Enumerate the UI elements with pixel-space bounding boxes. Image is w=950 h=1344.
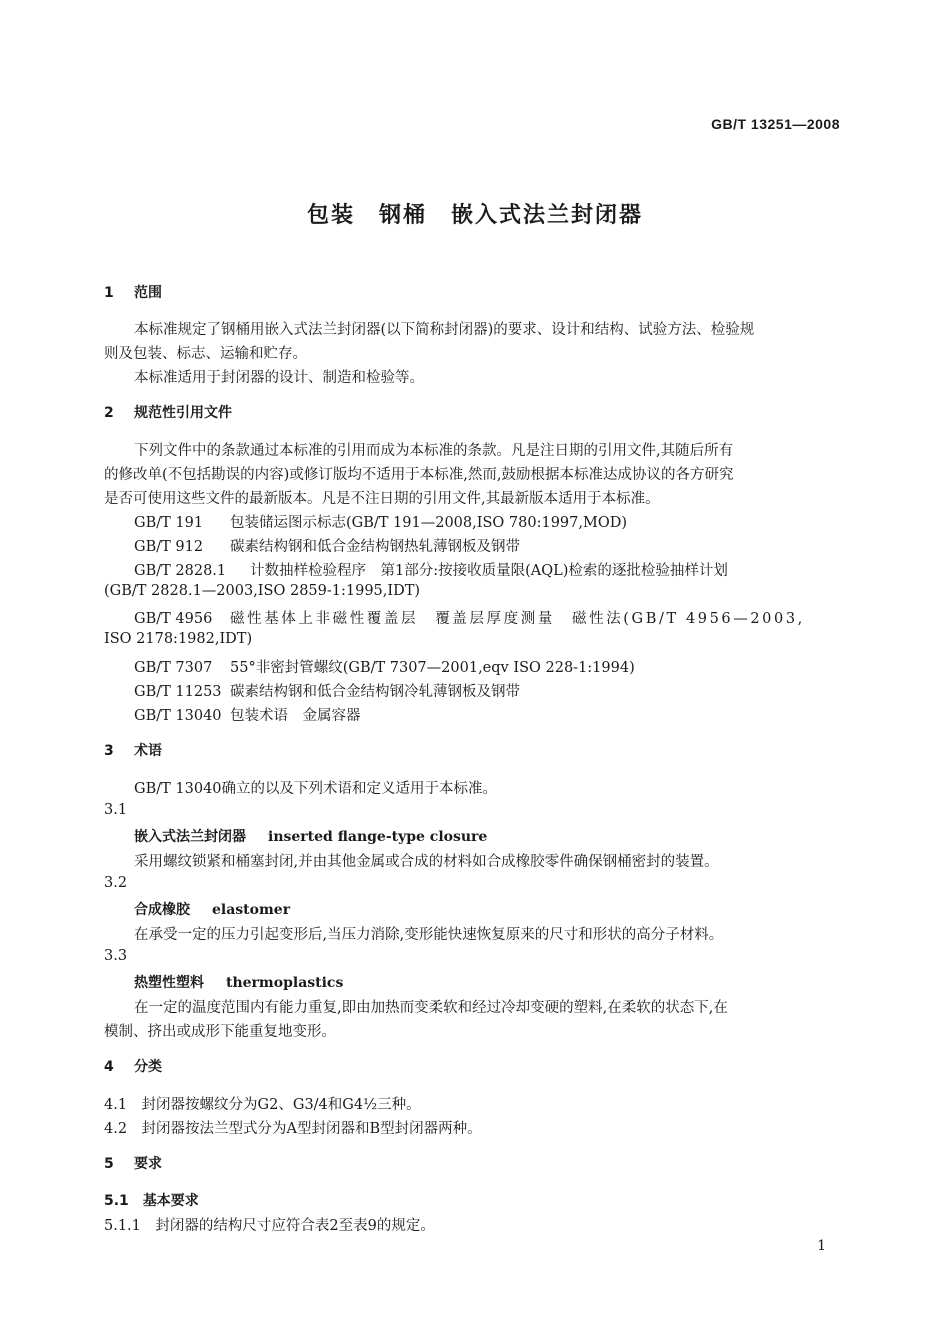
term-chinese: 热塑性塑料 <box>134 975 204 991</box>
reference-title: 碳素结构钢和低合金结构钢热轧薄钢板及钢带 <box>230 539 520 555</box>
term-definition: 在一定的温度范围内有能力重复,即由加热而变柔软和经过冷却变硬的塑料,在柔软的状态下,在 <box>134 1000 728 1016</box>
term-number: 3.1 <box>104 802 128 818</box>
paragraph-line: 本标准规定了钢桶用嵌入式法兰封闭器(以下简称封闭器)的要求、设计和结构、试验方法、检验规 <box>134 322 755 338</box>
term-definition: 模制、挤出或成形下能重复地变形。 <box>104 1024 336 1040</box>
term-english: elastomer <box>212 902 291 918</box>
document-title: 包装 钢桶 嵌入式法兰封闭器 <box>306 203 643 228</box>
paragraph-line: GB/T 13040确立的以及下列术语和定义适用于本标准。 <box>134 781 498 797</box>
clause: 5.1.1 封闭器的结构尺寸应符合表2至表9的规定。 <box>104 1218 435 1234</box>
reference-title: 碳素结构钢和低合金结构钢冷轧薄钢板及钢带 <box>230 684 520 700</box>
section-number: 2 <box>104 405 114 421</box>
reference-code: GB/T 7307 <box>134 660 213 676</box>
term-definition: 采用螺纹锁紧和桶塞封闭,并由其他金属或合成的材料如合成橡胶零件确保钢桶密封的装置。 <box>134 854 719 870</box>
reference-code: GB/T 912 <box>134 539 204 555</box>
reference-code: GB/T 13040 <box>134 708 222 724</box>
reference-item <box>134 535 520 556</box>
term-chinese: 嵌入式法兰封闭器 <box>134 829 246 845</box>
reference-title: 包装术语 金属容器 <box>230 708 361 724</box>
section-4-heading <box>104 1056 162 1076</box>
page-number: 1 <box>817 1238 826 1254</box>
clause: 4.2 封闭器按法兰型式分为A型封闭器和B型封闭器两种。 <box>104 1121 482 1137</box>
reference-continuation: (GB/T 2828.1—2003,ISO 2859-1:1995,IDT) <box>104 583 421 599</box>
subsection-heading: 5.1 基本要求 <box>104 1193 199 1209</box>
clause: 4.1 封闭器按螺纹分为G2、G3/4和G4½三种。 <box>104 1097 421 1113</box>
section-title: 术语 <box>134 743 162 759</box>
section-2-heading <box>104 402 232 422</box>
reference-item <box>134 559 728 580</box>
term-english: thermoplastics <box>226 975 344 991</box>
reference-code: GB/T 2828.1 <box>134 563 227 579</box>
section-1-heading <box>104 282 162 302</box>
paragraph-line: 是否可使用这些文件的最新版本。凡是不注日期的引用文件,其最新版本适用于本标准。 <box>104 491 660 507</box>
section-3-heading <box>104 740 162 760</box>
term-number: 3.3 <box>104 948 128 964</box>
paragraph-line: 的修改单(不包括勘误的内容)或修订版均不适用于本标准,然而,鼓励根据本标准达成协议的各方研究 <box>104 467 734 483</box>
standard-number: GB/T 13251—2008 <box>711 116 840 132</box>
term-definition: 在承受一定的压力引起变形后,当压力消除,变形能快速恢复原来的尺寸和形状的高分子材料。 <box>134 927 724 943</box>
section-title: 分类 <box>134 1059 162 1075</box>
term-heading <box>134 826 487 846</box>
section-title: 要求 <box>134 1156 162 1172</box>
reference-title: 包装储运图示标志(GB/T 191—2008,ISO 780:1997,MOD) <box>230 515 627 531</box>
reference-title: 磁性基体上非磁性覆盖层 覆盖层厚度测量 磁性法(GB/T 4956—2003, <box>230 611 805 627</box>
section-number: 4 <box>104 1059 114 1075</box>
term-heading <box>134 899 290 919</box>
reference-title: 55°非密封管螺纹(GB/T 7307—2001,eqv ISO 228-1:1994) <box>230 660 635 676</box>
reference-item <box>134 511 627 532</box>
term-number: 3.2 <box>104 875 128 891</box>
reference-title: 计数抽样检验程序 第1部分:按接收质量限(AQL)检索的逐批检验抽样计划 <box>250 563 728 579</box>
section-number: 5 <box>104 1156 114 1172</box>
term-heading <box>134 972 343 992</box>
reference-code: GB/T 4956 <box>134 611 213 627</box>
section-5-heading <box>104 1153 162 1173</box>
reference-item <box>134 656 635 677</box>
term-english: inserted flange-type closure <box>268 829 488 845</box>
reference-item <box>134 680 520 701</box>
section-title: 规范性引用文件 <box>134 405 232 421</box>
reference-code: GB/T 11253 <box>134 684 222 700</box>
reference-continuation: ISO 2178:1982,IDT) <box>104 631 253 647</box>
term-chinese: 合成橡胶 <box>134 902 190 918</box>
reference-item <box>134 704 361 725</box>
section-number: 1 <box>104 285 114 301</box>
paragraph-line: 本标准适用于封闭器的设计、制造和检验等。 <box>134 370 424 386</box>
paragraph-line: 下列文件中的条款通过本标准的引用而成为本标准的条款。凡是注日期的引用文件,其随后所有 <box>134 443 734 459</box>
reference-item <box>134 607 805 628</box>
section-number: 3 <box>104 743 114 759</box>
reference-code: GB/T 191 <box>134 515 204 531</box>
section-title: 范围 <box>134 285 162 301</box>
paragraph-line: 则及包装、标志、运输和贮存。 <box>104 346 307 362</box>
